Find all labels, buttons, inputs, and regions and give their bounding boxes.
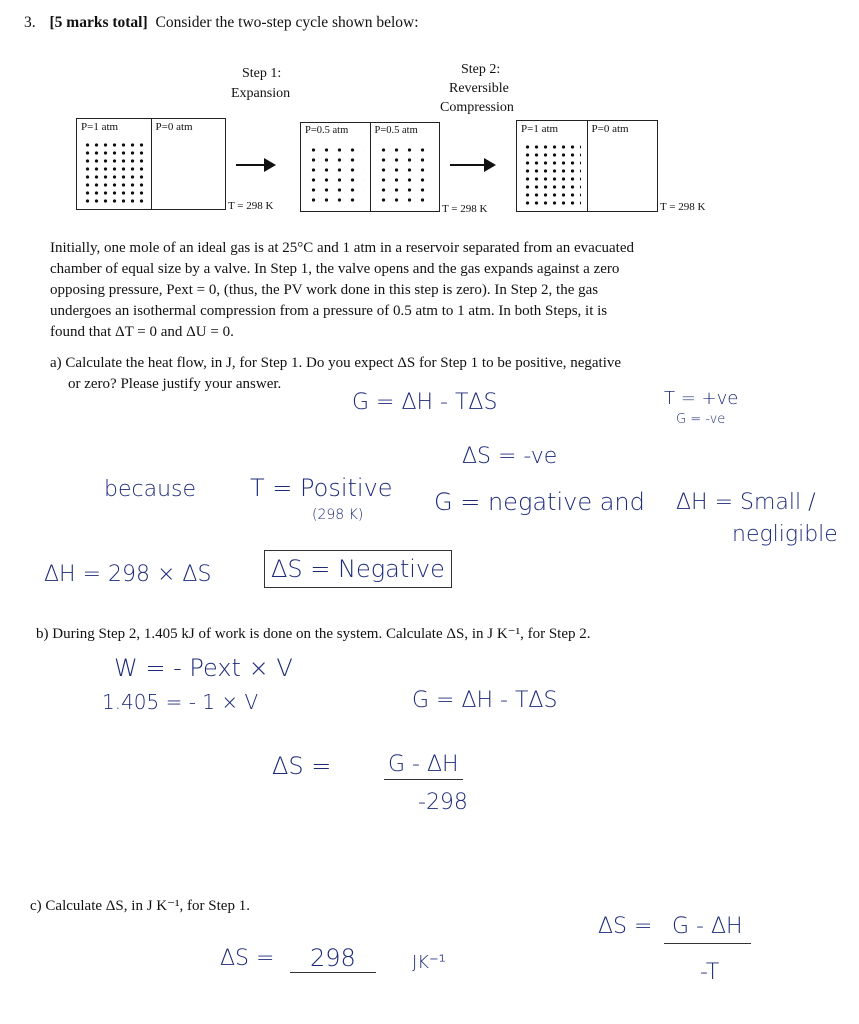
part-b-text: b) During Step 2, 1.405 kJ of work is done on the system. Calculate ΔS, in J K⁻¹, for Step 2. xyxy=(36,626,591,642)
hand-c-right-denominator: -T xyxy=(700,960,720,985)
hand-b-work-substitution: 1.405 = - 1 × V xyxy=(102,690,259,714)
paragraph-line-1: Initially, one mole of an ideal gas is at 25°C and 1 atm in a reservoir separated from an evacuated xyxy=(50,240,634,256)
hand-a-side-note-1: T = +ve xyxy=(664,388,739,409)
state1-temperature: T = 298 K xyxy=(228,200,274,212)
hand-a-temperature-value: (298 K) xyxy=(312,507,364,523)
paragraph-line-3: opposing pressure, Pext = 0, (thus, the PV work done in this step is zero). In Step 2, the gas xyxy=(50,282,599,298)
state1-left-chamber xyxy=(77,119,152,209)
state3-right-pressure: P=0 atm xyxy=(591,123,629,135)
hand-c-value: 298 xyxy=(290,944,376,973)
state2-left-pressure: P=0.5 atm xyxy=(305,125,349,136)
hand-b-gibbs-equation: G = ΔH - TΔS xyxy=(412,688,558,713)
hand-c-unit: JK⁻¹ xyxy=(412,952,446,973)
step2-subtitle-2: Compression xyxy=(440,100,514,115)
gas-particles xyxy=(523,143,581,205)
hand-a-boxed-answer: ΔS = Negative xyxy=(264,550,452,588)
state1-right-chamber xyxy=(152,119,226,209)
state1-container xyxy=(76,118,226,210)
hand-a-enthalpy-expression: ΔH = 298 × ΔS xyxy=(44,562,212,587)
state2-right-chamber xyxy=(371,123,440,211)
state1-left-pressure: P=1 atm xyxy=(81,121,119,133)
gas-particles xyxy=(83,141,145,203)
gas-particles xyxy=(307,145,364,205)
step1-arrow xyxy=(236,164,274,166)
state3-left-pressure: P=1 atm xyxy=(521,123,559,135)
hand-a-gibbs-equation: G = ΔH - TΔS xyxy=(352,390,498,415)
paragraph-line-5: found that ΔT = 0 and ΔU = 0. xyxy=(50,324,234,340)
state3-left-chamber xyxy=(517,121,588,211)
hand-b-denominator: -298 xyxy=(418,790,468,815)
hand-a-ds-sign: ΔS = -ve xyxy=(462,444,558,469)
step2-subtitle-1: Reversible xyxy=(449,81,509,96)
gas-particles xyxy=(377,145,434,205)
state2-right-pressure: P=0.5 atm xyxy=(374,125,418,136)
step2-title: Step 2: xyxy=(461,62,501,77)
state1-right-pressure: P=0 atm xyxy=(155,121,193,133)
state2-temperature: T = 298 K xyxy=(442,203,488,215)
hand-b-ds-label: ΔS = xyxy=(272,752,332,780)
hand-a-temperature: T = Positive xyxy=(250,474,393,502)
hand-c-ds-label: ΔS = xyxy=(220,946,275,971)
paragraph-line-2: chamber of equal size by a valve. In Step 1, the valve opens and the gas expands against a zero xyxy=(50,261,620,277)
step1-subtitle: Expansion xyxy=(231,86,291,101)
hand-b-work-formula: W = - Pext × V xyxy=(114,654,293,682)
state2-left-chamber xyxy=(301,123,371,211)
hand-a-negligible: negligible xyxy=(732,522,838,547)
question-header xyxy=(24,14,419,32)
state3-temperature: T = 298 K xyxy=(660,201,706,213)
question-marks: [5 marks total] xyxy=(49,14,148,31)
paragraph-line-4: undergoes an isothermal compression from a pressure of 0.5 atm to 1 atm. In both Steps, it is xyxy=(50,303,608,319)
question-intro: Consider the two-step cycle shown below: xyxy=(155,14,419,31)
part-c-text: c) Calculate ΔS, in J K⁻¹, for Step 1. xyxy=(30,898,250,914)
part-a-line-1: a) Calculate the heat flow, in J, for Step 1. Do you expect ΔS for Step 1 to be positive, negative xyxy=(50,355,622,371)
question-number: 3. xyxy=(24,14,36,31)
step2-arrow xyxy=(450,164,494,166)
part-a-line-2: or zero? Please justify your answer. xyxy=(68,376,282,392)
state3-container xyxy=(516,120,658,212)
state2-container xyxy=(300,122,440,212)
state3-right-chamber xyxy=(588,121,658,211)
step1-title: Step 1: xyxy=(242,66,282,81)
hand-a-gibbs-sign: G = negative and xyxy=(434,488,645,516)
hand-b-numerator: G - ΔH xyxy=(384,752,463,780)
hand-c-right-numerator: G - ΔH xyxy=(664,914,751,944)
hand-a-side-note-2: G = -ve xyxy=(676,412,726,427)
hand-a-because: because xyxy=(104,477,197,502)
hand-c-right-ds-label: ΔS = xyxy=(598,914,653,939)
hand-a-enthalpy: ΔH = Small / xyxy=(676,490,816,515)
